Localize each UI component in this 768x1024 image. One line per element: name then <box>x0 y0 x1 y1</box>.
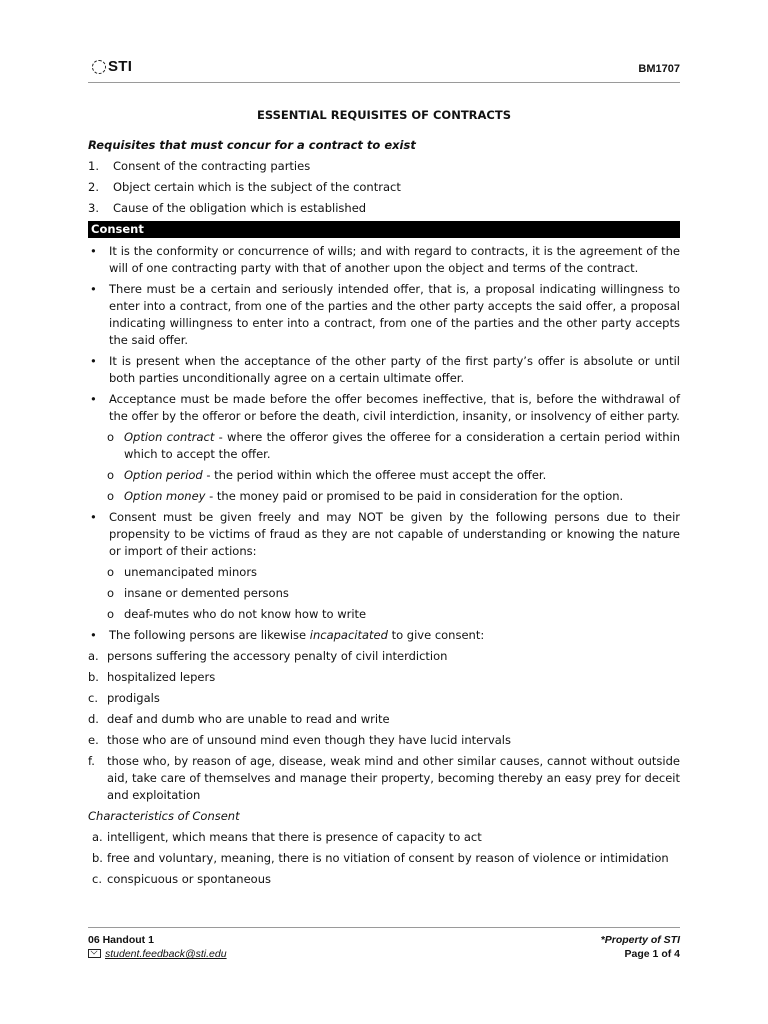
bullet-text: to give consent: <box>387 628 485 642</box>
bullet-text: Acceptance must be made before the offer becomes ineffective, that is, before the withdrawal of the offer by the offeror or before the death, civil interdiction, insanity, or insolvency of either party. <box>109 392 680 423</box>
item-text: persons suffering the accessory penalty of civil interdiction <box>107 649 448 663</box>
sub-item <box>88 585 680 602</box>
list-item <box>88 200 680 217</box>
emphasis-text: incapacitated <box>309 628 388 642</box>
option-item <box>88 429 680 463</box>
bullet-icon: • <box>90 628 97 642</box>
page-number: Page 1 of 4 <box>624 948 680 960</box>
circle-bullet-icon: o <box>107 565 115 579</box>
bullet-item <box>88 353 680 387</box>
page-title: ESSENTIAL REQUISITES OF CONTRACTS <box>256 108 512 122</box>
item-letter: a. <box>92 830 103 844</box>
circle-bullet-icon: o <box>107 586 115 600</box>
list-number: 2. <box>88 180 99 194</box>
sub-item <box>88 606 680 623</box>
sub-item-text: unemancipated minors <box>124 565 258 579</box>
sti-logo <box>92 58 132 75</box>
list-item <box>88 179 680 196</box>
item-letter: f. <box>88 754 95 768</box>
item-text: free and voluntary, meaning, there is no vitiation of consent by reason of violence or intimidation <box>107 851 669 865</box>
item-text: conspicuous or spontaneous <box>107 872 271 886</box>
characteristics-heading: Characteristics of Consent <box>88 809 240 823</box>
item-letter: d. <box>88 712 99 726</box>
list-item <box>88 158 680 175</box>
option-item <box>88 467 680 484</box>
bullet-icon: • <box>90 244 97 258</box>
list-text: Consent of the contracting parties <box>113 159 311 173</box>
item-text: deaf and dumb who are unable to read and write <box>107 712 390 726</box>
characteristic-item <box>88 829 680 846</box>
bullet-item <box>88 509 680 560</box>
bullet-item <box>88 281 680 349</box>
bullet-text: It is the conformity or concurrence of wills; and with regard to contracts, it is the agreement of the will of one contracting party with that of another upon the object and terms of the contract. <box>109 244 680 275</box>
list-text: Cause of the obligation which is established <box>113 201 367 215</box>
lettered-item <box>88 669 680 686</box>
bullet-text: The following persons are likewise <box>109 628 310 642</box>
characteristic-item <box>88 871 680 888</box>
option-definition: - the money paid or promised to be paid in consideration for the option. <box>205 489 624 503</box>
handout-label: 06 Handout 1 <box>88 934 154 946</box>
bullet-icon: • <box>90 392 97 406</box>
option-item <box>88 488 680 505</box>
main-content <box>88 137 680 892</box>
item-letter: b. <box>88 670 99 684</box>
item-text: those who are of unsound mind even though they have lucid intervals <box>107 733 511 747</box>
footer-right <box>601 933 680 961</box>
item-letter: a. <box>88 649 99 663</box>
requisites-heading: Requisites that must concur for a contract to exist <box>88 138 416 152</box>
mail-icon <box>88 949 101 958</box>
feedback-email-link[interactable]: student.feedback@sti.edu <box>105 948 227 960</box>
property-label: *Property of STI <box>600 934 680 946</box>
globe-icon <box>92 60 106 74</box>
sub-item-text: insane or demented persons <box>124 586 289 600</box>
option-term: Option period <box>124 468 203 482</box>
footer-divider <box>88 927 680 928</box>
bullet-icon: • <box>90 282 97 296</box>
characteristic-item <box>88 850 680 867</box>
item-letter: c. <box>88 691 98 705</box>
lettered-item <box>88 711 680 728</box>
list-text: Object certain which is the subject of the contract <box>113 180 401 194</box>
bullet-icon: • <box>90 354 97 368</box>
item-letter: c. <box>92 872 102 886</box>
item-text: prodigals <box>107 691 160 705</box>
document-code: BM1707 <box>638 63 680 75</box>
option-term: Option contract <box>124 430 215 444</box>
item-text: those who, by reason of age, disease, weak mind and other similar causes, cannot without outside aid, take care of themselves and manage their property, becoming thereby an easy prey for deceit and exploitation <box>107 754 680 802</box>
consent-section-bar: Consent <box>88 221 680 238</box>
bullet-text: Consent must be given freely and may NOT be given by the following persons due to their propensity to be victims of fraud as they are not capable of understanding or knowing the nature or import of their actions: <box>109 510 680 558</box>
bullet-item <box>88 243 680 277</box>
logo-text: STI <box>108 58 133 75</box>
sub-item <box>88 564 680 581</box>
list-number: 3. <box>88 201 99 215</box>
bullet-text: There must be a certain and seriously intended offer, that is, a proposal indicating willingness to enter into a contract, from one of the parties and the other party accepts the said offer, a proposal indicating willingness to enter into a contract, from one of the parties and the other party accepts the said offer. <box>109 282 680 347</box>
option-definition: - where the offeror gives the offeree for a consideration a certain period within which to accept the offer. <box>124 430 680 461</box>
lettered-item <box>88 690 680 707</box>
bullet-item <box>88 391 680 425</box>
bullet-text: It is present when the acceptance of the other party of the first party’s offer is absolute or until both parties unconditionally agree on a certain ultimate offer. <box>109 354 680 385</box>
header-divider <box>88 82 680 83</box>
circle-bullet-icon: o <box>107 468 115 482</box>
item-text: intelligent, which means that there is presence of capacity to act <box>107 830 482 844</box>
item-letter: e. <box>88 733 99 747</box>
lettered-item <box>88 732 680 749</box>
footer-left <box>88 933 227 961</box>
lettered-item <box>88 648 680 665</box>
circle-bullet-icon: o <box>107 430 115 444</box>
circle-bullet-icon: o <box>107 489 115 503</box>
option-definition: - the period within which the offeree must accept the offer. <box>202 468 547 482</box>
sub-item-text: deaf-mutes who do not know how to write <box>124 607 367 621</box>
circle-bullet-icon: o <box>107 607 115 621</box>
list-number: 1. <box>88 159 99 173</box>
item-letter: b. <box>92 851 103 865</box>
bullet-icon: • <box>90 510 97 524</box>
item-text: hospitalized lepers <box>107 670 216 684</box>
option-term: Option money <box>124 489 206 503</box>
lettered-item <box>88 753 680 804</box>
bullet-item <box>88 627 680 644</box>
